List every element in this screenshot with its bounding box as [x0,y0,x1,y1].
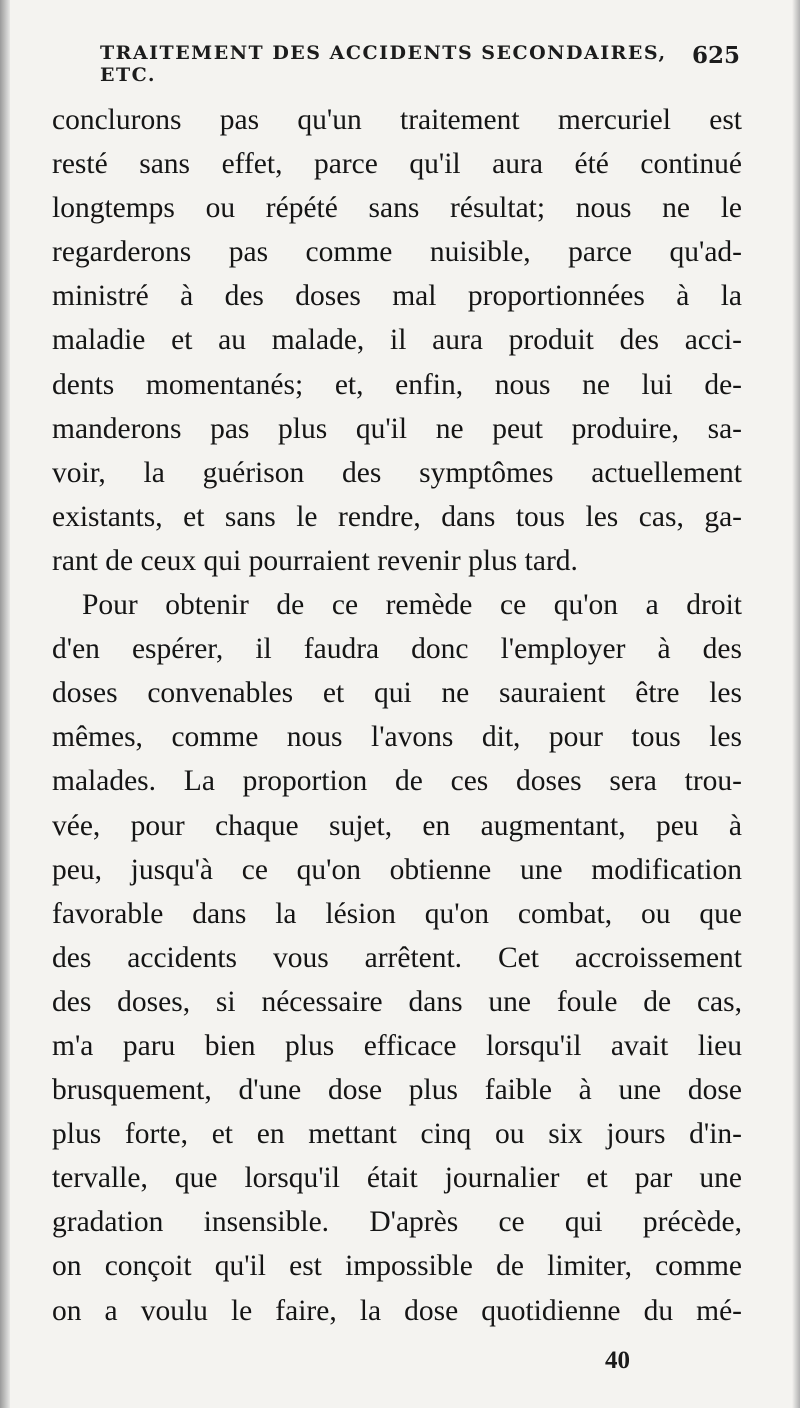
signature-mark: 40 [605,1347,630,1374]
text-line: ministré à des doses mal proportionnées à la [52,280,742,313]
text-line: regarderons pas comme nuisible, parce qu'ad- [52,236,742,269]
text-line: on conçoit qu'il est impossible de limiter, comme [52,1250,742,1283]
text-line: maladie et au malade, il aura produit des acci- [52,324,742,357]
text-line: plus forte, et en mettant cinq ou six jours d'in- [52,1118,742,1151]
text-line: des accidents vous arrêtent. Cet accroissement [52,941,742,974]
page-gutter-shadow [0,0,10,1408]
body-text [52,98,742,1333]
text-line: dents momentanés; et, enfin, nous ne lui de- [52,368,742,401]
text-line: resté sans effet, parce qu'il aura été continué [52,148,742,181]
paragraph-2 [52,583,742,1333]
text-line: voir, la guérison des symptômes actuellement [52,456,742,489]
running-head [100,42,740,86]
text-line: doses convenables et qui ne sauraient être les [52,677,742,710]
text-line: d'en espérer, il faudra donc l'employer à des [52,633,742,666]
page-number: 625 [691,42,740,69]
text-line: peu, jusqu'à ce qu'on obtienne une modification [52,853,742,886]
text-line: existants, et sans le rendre, dans tous les cas, ga- [52,500,742,533]
paragraph-1 [52,98,742,583]
text-line: manderons pas plus qu'il ne peut produire, sa- [52,412,742,445]
text-line: vée, pour chaque sujet, en augmentant, peu à [52,809,742,842]
text-line: mêmes, comme nous l'avons dit, pour tous les [52,721,742,754]
text-line: Pour obtenir de ce remède ce qu'on a droit [82,589,742,622]
text-line: malades. La proportion de ces doses sera trou- [52,765,742,798]
text-line: conclurons pas qu'un traitement mercuriel est [52,104,742,136]
text-line: longtemps ou répété sans résultat; nous ne le [52,192,742,225]
text-line: tervalle, que lorsqu'il était journalier et par une [52,1162,742,1195]
text-line: rant de ceux qui pourraient revenir plus tard. [52,544,578,577]
text-line: brusquement, d'une dose plus faible à une dose [52,1074,742,1107]
text-line: gradation insensible. D'après ce qui précède, [52,1206,742,1239]
text-line: m'a paru bien plus efficace lorsqu'il avait lieu [52,1029,742,1062]
text-line: favorable dans la lésion qu'on combat, ou que [52,897,742,930]
text-line: on a voulu le faire, la dose quotidienne du mé- [52,1294,742,1327]
text-line: des doses, si nécessaire dans une foule de cas, [52,985,742,1018]
running-title: TRAITEMENT DES ACCIDENTS SECONDAIRES, ETC. [100,42,667,86]
page-edge-shadow [792,0,800,1408]
